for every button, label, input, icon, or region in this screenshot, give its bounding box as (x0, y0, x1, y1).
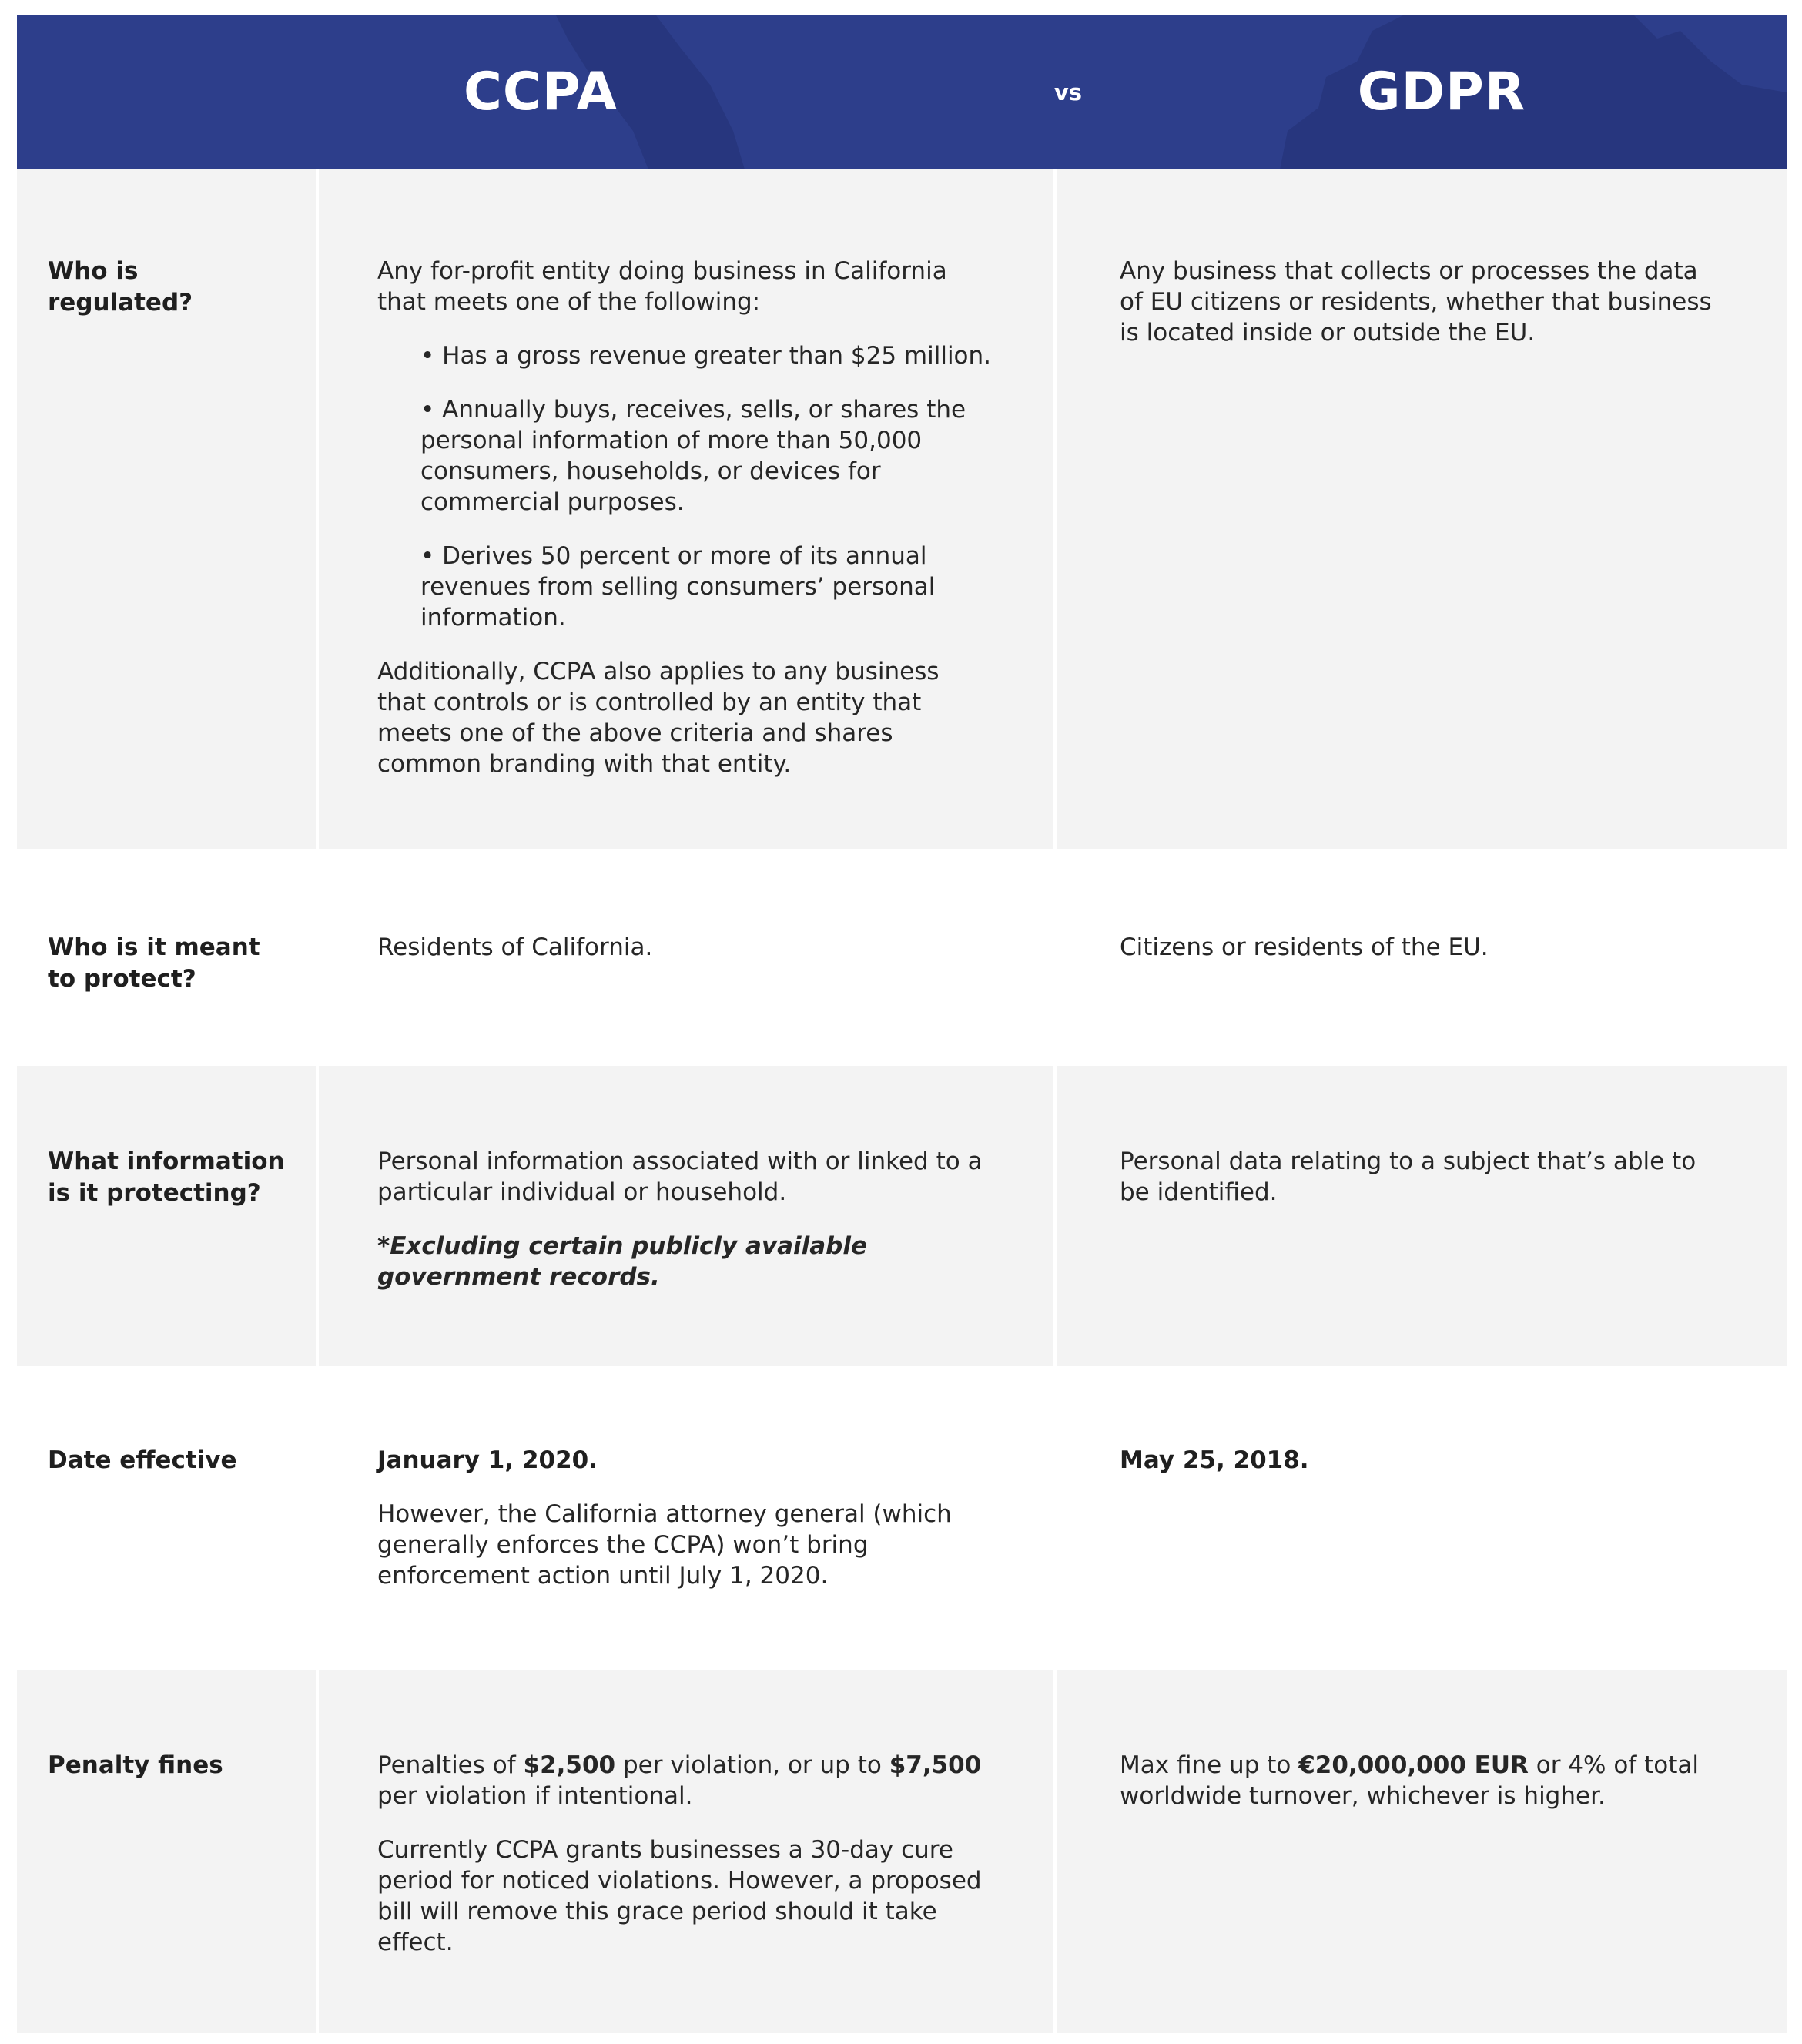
ccpa-outro: Additionally, CCPA also applies to any business that controls or is controlled by an entity that meets one of the above criteria and shares common branding with that entity. (377, 658, 940, 778)
ccpa-note: *Excluding certain publicly available government records. (377, 1232, 867, 1291)
ccpa-cell (319, 849, 1053, 1066)
table-row (17, 849, 1787, 1066)
text-run: per violation, or up to (615, 1751, 889, 1779)
gdpr-cell (1057, 169, 1787, 849)
table-header (17, 15, 1787, 169)
list-item: • Has a gross revenue greater than $25 million. (420, 342, 992, 370)
table-row (17, 1366, 1787, 1670)
row-label-cell (17, 1670, 316, 2033)
gdpr-date: May 25, 2018. (1120, 1446, 1309, 1474)
ccpa-cell (319, 1670, 1053, 2033)
row-label-cell (17, 849, 316, 1066)
gdpr-text: Any business that collects or processes the data of EU citizens or residents, whether that business is located inside or outside the EU. (1120, 257, 1712, 347)
ccpa-cure-text: Currently CCPA grants businesses a 30-day cure period for noticed violations. However, a proposed bill will remove this grace period should it take effect. (377, 1836, 982, 1956)
text-run: Max fine up to (1120, 1751, 1299, 1779)
table-row (17, 1670, 1787, 2033)
ccpa-text: Personal information associated with or linked to a particular individual or household. (377, 1148, 983, 1206)
penalty-amount: $7,500 (889, 1751, 982, 1779)
ccpa-text: However, the California attorney general (which generally enforces the CCPA) won’t bring enforcement action until July 1, 2020. (377, 1500, 952, 1590)
text-run: per violation if intentional. (377, 1782, 693, 1810)
ccpa-intro: Any for-profit entity doing business in California that meets one of the following: (377, 257, 947, 316)
gdpr-text: Personal data relating to a subject that’s able to be identified. (1120, 1148, 1696, 1206)
comparison-table (17, 15, 1787, 2033)
text-run: Penalties of (377, 1751, 524, 1779)
gdpr-title: GDPR (1357, 62, 1526, 122)
ccpa-title: CCPA (463, 62, 618, 122)
gdpr-cell (1057, 1670, 1787, 2033)
gdpr-cell (1057, 1366, 1787, 1670)
row-label: Date effective (48, 1446, 237, 1474)
row-label-cell (17, 169, 316, 849)
gdpr-cell (1057, 849, 1787, 1066)
row-label: Who is regulated? (48, 257, 193, 317)
ccpa-penalty-text (377, 1750, 992, 1811)
row-label: Penalty fines (48, 1751, 223, 1779)
row-label: Who is it meant to protect? (48, 933, 260, 993)
row-label-cell (17, 1366, 316, 1670)
table-row (17, 169, 1787, 849)
ccpa-bullet-list (377, 340, 992, 633)
gdpr-cell (1057, 1066, 1787, 1366)
ccpa-cell (319, 169, 1053, 849)
list-item: • Annually buys, receives, sells, or shares the personal information of more than 50,000 consumers, households, or devices for commercial purposes. (420, 396, 966, 516)
penalty-amount: $2,500 (523, 1751, 616, 1779)
ccpa-text: Residents of California. (377, 933, 653, 961)
row-label: What information is it protecting? (48, 1148, 285, 1207)
ccpa-cell (319, 1066, 1053, 1366)
text-run: or 4% of total worldwide turnover, whichever is higher. (1120, 1751, 1699, 1810)
row-label-cell (17, 1066, 316, 1366)
ccpa-date: January 1, 2020. (377, 1446, 598, 1474)
ccpa-cell (319, 1366, 1053, 1670)
fine-amount: €20,000,000 EUR (1298, 1751, 1529, 1779)
gdpr-text: Citizens or residents of the EU. (1120, 933, 1489, 961)
list-item: • Derives 50 percent or more of its annual revenues from selling consumers’ personal information. (420, 542, 936, 632)
vs-separator: vs (1053, 79, 1083, 106)
table-row (17, 1066, 1787, 1366)
gdpr-penalty-text (1120, 1750, 1725, 1811)
